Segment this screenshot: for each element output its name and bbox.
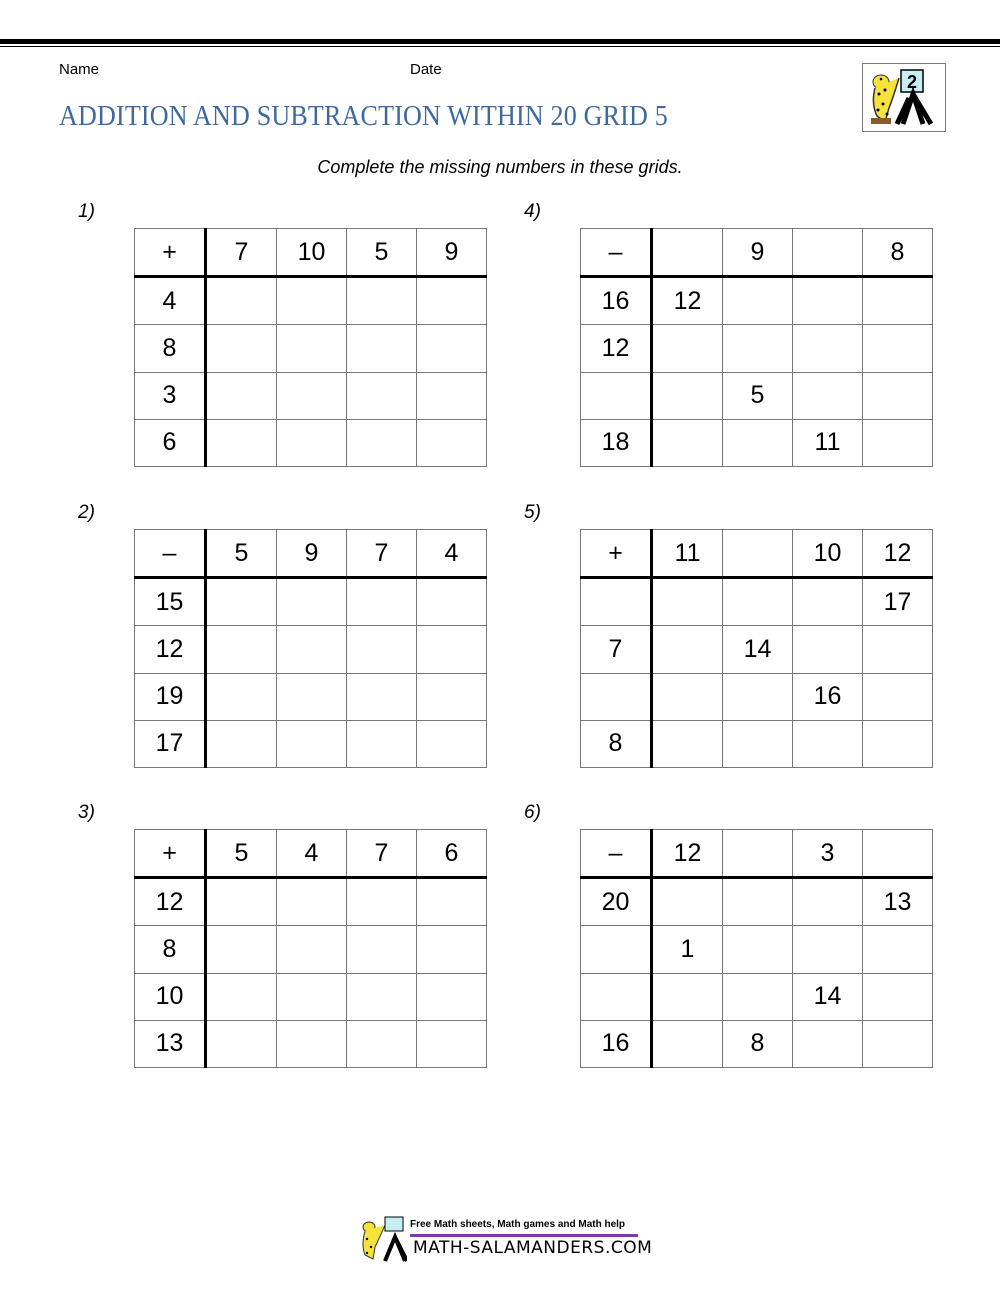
answer-cell[interactable] (793, 720, 863, 767)
answer-cell[interactable] (206, 673, 277, 720)
grid-row (581, 325, 933, 372)
grid-row (135, 372, 487, 419)
logo-number: 2 (906, 72, 918, 92)
header-number-cell: 9 (723, 229, 793, 277)
header-number-cell: 9 (417, 229, 487, 277)
row-number-cell[interactable] (581, 973, 652, 1020)
answer-cell[interactable] (863, 973, 933, 1020)
page-title: ADDITION AND SUBTRACTION WITHIN 20 GRID 5 (59, 101, 668, 132)
operator-cell: – (581, 830, 652, 878)
header-number-cell: 5 (206, 530, 277, 578)
answer-cell[interactable] (347, 578, 417, 626)
grid-4 (580, 228, 933, 467)
answer-cell[interactable] (347, 673, 417, 720)
answer-cell[interactable] (277, 1020, 347, 1067)
grid-row (135, 878, 487, 926)
answer-cell[interactable] (277, 325, 347, 372)
grid-3 (134, 829, 487, 1068)
header-number-cell: 6 (417, 830, 487, 878)
answer-cell: 5 (723, 372, 793, 419)
answer-cell[interactable] (652, 626, 723, 673)
row-number-cell[interactable] (581, 673, 652, 720)
grid-header-row (135, 530, 487, 578)
answer-cell[interactable] (417, 277, 487, 325)
question-label-2: 2) (78, 502, 95, 523)
answer-cell[interactable] (863, 673, 933, 720)
answer-cell[interactable] (723, 720, 793, 767)
answer-cell[interactable] (723, 277, 793, 325)
answer-cell[interactable] (863, 1020, 933, 1067)
answer-cell[interactable] (417, 720, 487, 767)
answer-cell[interactable] (863, 926, 933, 973)
salamander-logo-icon (863, 64, 945, 131)
answer-cell: 17 (863, 578, 933, 626)
grid-row (581, 626, 933, 673)
answer-cell[interactable] (652, 419, 723, 466)
grid-1 (134, 228, 487, 467)
answer-cell[interactable] (417, 578, 487, 626)
header-number-cell: 10 (277, 229, 347, 277)
header-number-cell: 9 (277, 530, 347, 578)
row-number-cell: 10 (135, 973, 206, 1020)
grid-row (581, 973, 933, 1020)
answer-cell: 1 (652, 926, 723, 973)
name-label: Name (59, 61, 100, 78)
footer-logo (355, 1215, 655, 1263)
answer-cell: 8 (723, 1020, 793, 1067)
header-number-cell: 4 (277, 830, 347, 878)
header-number-cell[interactable] (652, 229, 723, 277)
header-number-cell: 5 (347, 229, 417, 277)
answer-cell[interactable] (652, 673, 723, 720)
row-number-cell: 8 (135, 325, 206, 372)
grid-row (135, 626, 487, 673)
answer-cell: 11 (793, 419, 863, 466)
operator-cell: – (135, 530, 206, 578)
operator-cell: + (581, 530, 652, 578)
answer-cell[interactable] (863, 372, 933, 419)
answer-cell[interactable] (347, 626, 417, 673)
answer-cell[interactable] (347, 926, 417, 973)
row-number-cell: 17 (135, 720, 206, 767)
answer-cell[interactable] (277, 578, 347, 626)
row-number-cell: 6 (135, 419, 206, 466)
answer-cell[interactable] (793, 626, 863, 673)
grid-row (135, 673, 487, 720)
question-label-3: 3) (78, 802, 95, 823)
grid-row (135, 325, 487, 372)
answer-cell[interactable] (793, 878, 863, 926)
instructions: Complete the missing numbers in these grids. (317, 157, 683, 177)
answer-cell[interactable] (206, 878, 277, 926)
answer-cell[interactable] (723, 325, 793, 372)
answer-cell[interactable] (723, 878, 793, 926)
answer-cell[interactable] (723, 926, 793, 973)
answer-cell: 14 (723, 626, 793, 673)
answer-cell[interactable] (652, 1020, 723, 1067)
answer-cell[interactable] (652, 578, 723, 626)
answer-cell[interactable] (417, 878, 487, 926)
header-number-cell: 7 (347, 830, 417, 878)
answer-cell[interactable] (417, 1020, 487, 1067)
answer-cell[interactable] (277, 720, 347, 767)
answer-cell[interactable] (652, 878, 723, 926)
answer-cell[interactable] (417, 372, 487, 419)
answer-cell[interactable] (723, 419, 793, 466)
grid-row (135, 926, 487, 973)
row-number-cell: 18 (581, 419, 652, 466)
answer-cell[interactable] (863, 325, 933, 372)
grid-row (581, 372, 933, 419)
grid-row (581, 578, 933, 626)
answer-cell: 12 (652, 277, 723, 325)
answer-cell[interactable] (347, 878, 417, 926)
header-number-cell: 12 (652, 830, 723, 878)
answer-cell[interactable] (206, 277, 277, 325)
header-rule-thick (0, 39, 1000, 44)
grid-5 (580, 529, 933, 768)
header-number-cell: 12 (863, 530, 933, 578)
row-number-cell: 16 (581, 1020, 652, 1067)
answer-cell[interactable] (863, 277, 933, 325)
answer-cell[interactable] (793, 372, 863, 419)
answer-cell[interactable] (417, 673, 487, 720)
answer-cell[interactable] (206, 720, 277, 767)
row-number-cell[interactable] (581, 372, 652, 419)
answer-cell[interactable] (652, 325, 723, 372)
row-number-cell: 8 (581, 720, 652, 767)
answer-cell[interactable] (206, 578, 277, 626)
row-number-cell: 12 (135, 878, 206, 926)
question-label-5: 5) (524, 502, 541, 523)
answer-cell[interactable] (347, 720, 417, 767)
header-number-cell: 5 (206, 830, 277, 878)
footer-brand: MATH-SALAMANDERS.COM (413, 1238, 653, 1258)
header-number-cell[interactable] (723, 530, 793, 578)
row-number-cell: 16 (581, 277, 652, 325)
row-number-cell[interactable] (581, 578, 652, 626)
grid-6 (580, 829, 933, 1068)
answer-cell[interactable] (863, 720, 933, 767)
grid-2 (134, 529, 487, 768)
grid-row (581, 720, 933, 767)
answer-cell[interactable] (652, 973, 723, 1020)
salamander-logo (862, 63, 946, 132)
row-number-cell: 4 (135, 277, 206, 325)
header-number-cell: 7 (347, 530, 417, 578)
answer-cell: 14 (793, 973, 863, 1020)
answer-cell[interactable] (347, 973, 417, 1020)
grid-header-row (581, 229, 933, 277)
answer-cell[interactable] (723, 973, 793, 1020)
answer-cell[interactable] (793, 578, 863, 626)
answer-cell[interactable] (863, 419, 933, 466)
row-number-cell: 15 (135, 578, 206, 626)
grid-row (581, 926, 933, 973)
answer-cell[interactable] (277, 626, 347, 673)
row-number-cell: 20 (581, 878, 652, 926)
answer-cell[interactable] (277, 673, 347, 720)
answer-cell[interactable] (723, 578, 793, 626)
footer-tagline: Free Math sheets, Math games and Math help (410, 1219, 626, 1230)
answer-cell[interactable] (417, 926, 487, 973)
header-number-cell: 10 (793, 530, 863, 578)
grid-row (581, 277, 933, 325)
answer-cell[interactable] (206, 419, 277, 466)
answer-cell[interactable] (206, 973, 277, 1020)
answer-cell[interactable] (206, 626, 277, 673)
answer-cell[interactable] (277, 372, 347, 419)
grid-row (135, 578, 487, 626)
answer-cell[interactable] (277, 277, 347, 325)
answer-cell[interactable] (793, 325, 863, 372)
answer-cell[interactable] (206, 325, 277, 372)
header-number-cell: 3 (793, 830, 863, 878)
row-number-cell: 7 (581, 626, 652, 673)
answer-cell[interactable] (206, 372, 277, 419)
answer-cell[interactable] (652, 720, 723, 767)
answer-cell[interactable] (347, 325, 417, 372)
grid-row (135, 973, 487, 1020)
date-label: Date (410, 61, 442, 78)
operator-cell: – (581, 229, 652, 277)
answer-cell[interactable] (347, 372, 417, 419)
header-number-cell: 8 (863, 229, 933, 277)
answer-cell[interactable] (417, 973, 487, 1020)
question-label-1: 1) (78, 201, 95, 222)
grid-row (581, 673, 933, 720)
answer-cell[interactable] (793, 277, 863, 325)
grid-header-row (135, 229, 487, 277)
answer-cell[interactable] (206, 926, 277, 973)
grid-header-row (581, 530, 933, 578)
row-number-cell: 12 (581, 325, 652, 372)
footer-salamander-icon (355, 1215, 407, 1263)
header-number-cell: 11 (652, 530, 723, 578)
answer-cell: 13 (863, 878, 933, 926)
grid-row (135, 720, 487, 767)
row-number-cell: 3 (135, 372, 206, 419)
row-number-cell[interactable] (581, 926, 652, 973)
grid-row (135, 419, 487, 466)
grid-row (581, 1020, 933, 1067)
row-number-cell: 8 (135, 926, 206, 973)
answer-cell[interactable] (277, 419, 347, 466)
answer-cell[interactable] (793, 926, 863, 973)
answer-cell[interactable] (277, 878, 347, 926)
grid-header-row (135, 830, 487, 878)
header-number-cell: 4 (417, 530, 487, 578)
question-label-4: 4) (524, 201, 541, 222)
operator-cell: + (135, 830, 206, 878)
answer-cell[interactable] (723, 673, 793, 720)
answer-cell[interactable] (652, 372, 723, 419)
grid-header-row (581, 830, 933, 878)
grid-row (135, 1020, 487, 1067)
header-number-cell: 7 (206, 229, 277, 277)
header-number-cell[interactable] (723, 830, 793, 878)
header-rule-thin (0, 46, 1000, 47)
answer-cell[interactable] (347, 419, 417, 466)
row-number-cell: 13 (135, 1020, 206, 1067)
answer-cell[interactable] (793, 1020, 863, 1067)
footer-divider (410, 1234, 638, 1237)
header-number-cell[interactable] (863, 830, 933, 878)
grid-row (581, 419, 933, 466)
answer-cell[interactable] (417, 325, 487, 372)
question-label-6: 6) (524, 802, 541, 823)
row-number-cell: 19 (135, 673, 206, 720)
answer-cell[interactable] (347, 277, 417, 325)
answer-cell[interactable] (206, 1020, 277, 1067)
answer-cell[interactable] (277, 973, 347, 1020)
answer-cell[interactable] (417, 419, 487, 466)
answer-cell[interactable] (347, 1020, 417, 1067)
answer-cell: 16 (793, 673, 863, 720)
row-number-cell: 12 (135, 626, 206, 673)
operator-cell: + (135, 229, 206, 277)
answer-cell[interactable] (277, 926, 347, 973)
answer-cell[interactable] (863, 626, 933, 673)
grid-row (581, 878, 933, 926)
grid-row (135, 277, 487, 325)
answer-cell[interactable] (417, 626, 487, 673)
header-number-cell[interactable] (793, 229, 863, 277)
